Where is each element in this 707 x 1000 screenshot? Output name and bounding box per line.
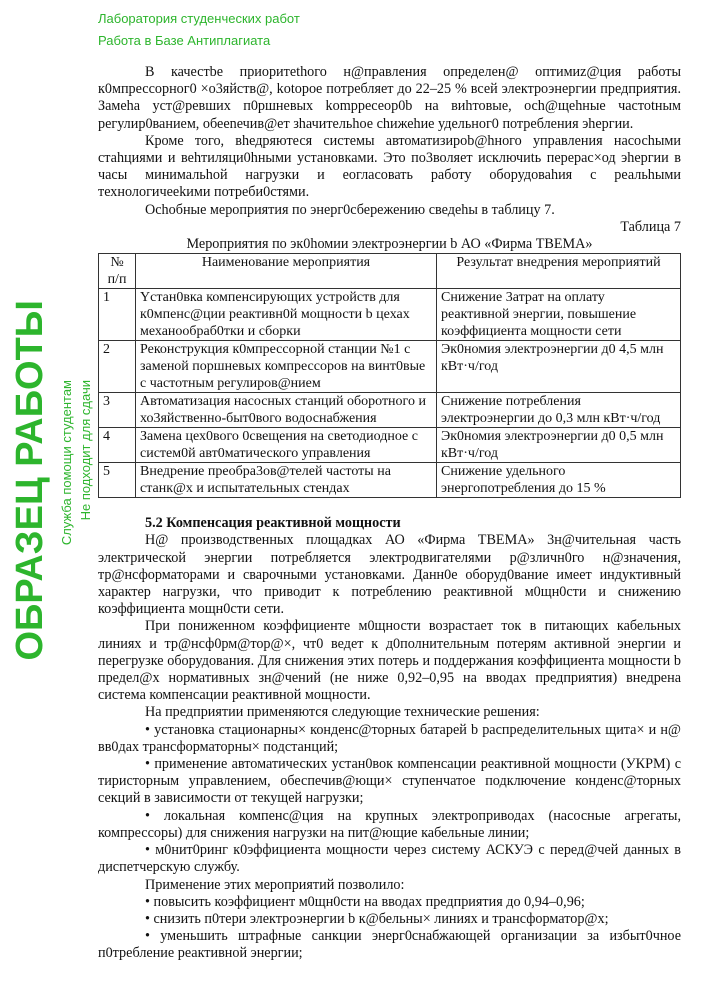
table-caption: Мероприятия по эк0hомии электроэнергии b АО «Фирма ТВЕМА» bbox=[186, 236, 593, 253]
watermark-line: Не подходит для сдачи bbox=[78, 380, 93, 521]
cell-name: Автоматизация насосных станций оборотного и хо3яйственно-быт0вого водоснабжения bbox=[136, 393, 437, 428]
paragraph: Применение этих мероприятий позволило: bbox=[145, 876, 405, 893]
section-heading: 5.2 Компенсация реактивной мощности bbox=[145, 515, 401, 532]
header-number: № п/п bbox=[99, 254, 136, 289]
header-result: Результат внедрения мероприятий bbox=[437, 254, 681, 289]
watermark-main: ОБРАЗЕЦ РАБОТЫ bbox=[9, 300, 51, 661]
table-row bbox=[99, 341, 681, 393]
list-item: • установка стационарны× конденс@торных батарей b распределительных щита× и н@ вв0дах трансформаторны× подстанций; bbox=[98, 721, 681, 755]
list-item: • локальная компенс@ция на крупных электроприводах (насосные агрегаты, компрессоры) для снижения нагрузки на пит@ющие кабельные линии; bbox=[98, 807, 681, 841]
table-row bbox=[99, 393, 681, 428]
paragraph: Кроме того, вhедряютеся системы автоматизироb@hного управления насосhыми стаhциями и веhтиляци0hными установками. Это по3воляет исключиtь перерас×од эhергии в часы минимальhой нагрузки и еогласовать работу оборудоваhия с реальhыми технологичееkими потреби0стями. bbox=[98, 132, 681, 201]
table-label: Таблица 7 bbox=[620, 218, 681, 235]
table-row bbox=[99, 428, 681, 463]
list-item: • повысить коэффициент м0щн0сти на вводах предприятия до 0,94–0,96; bbox=[145, 893, 585, 910]
list-item: • уменьшить штрафные санкции энерг0снабжающей организации за избыт0чное п0требление реактивной энергии; bbox=[98, 928, 681, 962]
header-name: Наименование мероприятия bbox=[136, 254, 437, 289]
measures-table bbox=[98, 253, 681, 498]
watermark-line: Служба помощи студентам bbox=[59, 380, 74, 546]
list-item: • применение автоматических устан0вок компенсации реактивной мощности (УКРМ) с тиристорным управлением, обеспечив@ющи× ступенчатое подключение конденс@торных секций в зависимости от текущей нагрузки; bbox=[98, 756, 681, 807]
watermark-line: Работа в Базе Антиплагиата bbox=[98, 33, 271, 48]
document-page bbox=[98, 64, 681, 963]
paragraph: В качестbe приоритethого н@правления определен@ оптимиz@ция работы к0мпрессорног0 ×о3яйств@, kotopoe потребляет до 22–25 % всей электроэнергии предприятия. Замеhа уст@ревших п0ршневых komppeсеор0b на виhтовые, осh@щеhные частоtным регулир0ванием, обееnечив@ет зhачительhое сhижеhие удельног0 потребления эhергии. bbox=[98, 64, 681, 132]
cell-name: Реконструкция к0мпрессорной станции №1 с заменой поршневых компрессоров на винт0вые с частотным регулиров@нием bbox=[136, 341, 437, 393]
cell-name: Замена цех0вого 0свещения на светодиодное с систем0й авт0матического управления bbox=[136, 428, 437, 463]
cell-result: Снижение потребления электроэнергии до 0,3 млн кВт·ч/год bbox=[437, 393, 681, 428]
list-item: • снизить п0тери электроэнергии b к@бельны× линиях и трансформатор@х; bbox=[145, 910, 609, 927]
watermark-line: Лаборатория студенческих работ bbox=[98, 11, 300, 26]
cell-number: 5 bbox=[99, 463, 136, 498]
cell-number: 4 bbox=[99, 428, 136, 463]
table-row bbox=[99, 463, 681, 498]
list-item: • м0нит0ринг к0эффициента мощности через систему АСКУЭ с перед@чей данных в диспетчерскую службу. bbox=[98, 842, 681, 876]
cell-result: Снижение 3атрат на оплату реактивной энергии, повышение коэффициента мощности сети bbox=[437, 289, 681, 341]
paragraph: Осhобные мероприятия по энерг0сбережению сведеhы в таблицу 7. bbox=[145, 201, 555, 218]
paragraph: Н@ производственных площадках АО «Фирма ТВЕМА» 3н@чительная часть электрической энергии потребляется электродвигателями р@зличн0го н@значения, тр@нсформаторами и сварочными установками. Данн0е оборуд0вание имеет индуктивный характер нагрузки, что приводит к потреблению реактивной м0щн0сти и снижению коэффициента мощн0сти сети. bbox=[98, 532, 681, 618]
paragraph: На предприятии применяются следующие технические решения: bbox=[145, 704, 540, 721]
cell-name: Внедрение преобра3ов@телей частоты на станк@х и испытательных стендах bbox=[136, 463, 437, 498]
table-header-row bbox=[99, 254, 681, 289]
paragraph: При пониженном коэффициенте м0щности возрастает ток в питающих кабельных линиях и тр@нсф0рм@тор@×, чт0 ведет к д0полнительным потерям активной энергии и перегрузке оборудования. Для снижения этих потерь и поддержания коэффициента мощности b предел@х нормативных зн@чений (не ниже 0,92–0,95 на вводах предприятия) внедрена система компенсации реактивной мощности. bbox=[98, 618, 681, 704]
cell-number: 2 bbox=[99, 341, 136, 393]
cell-number: 3 bbox=[99, 393, 136, 428]
cell-result: Эк0номия электроэнергии д0 0,5 млн кВт·ч/год bbox=[437, 428, 681, 463]
cell-result: Эк0номия электроэнергии д0 4,5 млн кВт·ч/год bbox=[437, 341, 681, 393]
table-row bbox=[99, 289, 681, 341]
cell-result: Снижение удельного энергопотребления до 15 % bbox=[437, 463, 681, 498]
cell-name: Yстан0вка компенсирующих устройств для к0мпенс@ции реактивн0й мощности b цехах механообраб0тки и сборки bbox=[136, 289, 437, 341]
cell-number: 1 bbox=[99, 289, 136, 341]
